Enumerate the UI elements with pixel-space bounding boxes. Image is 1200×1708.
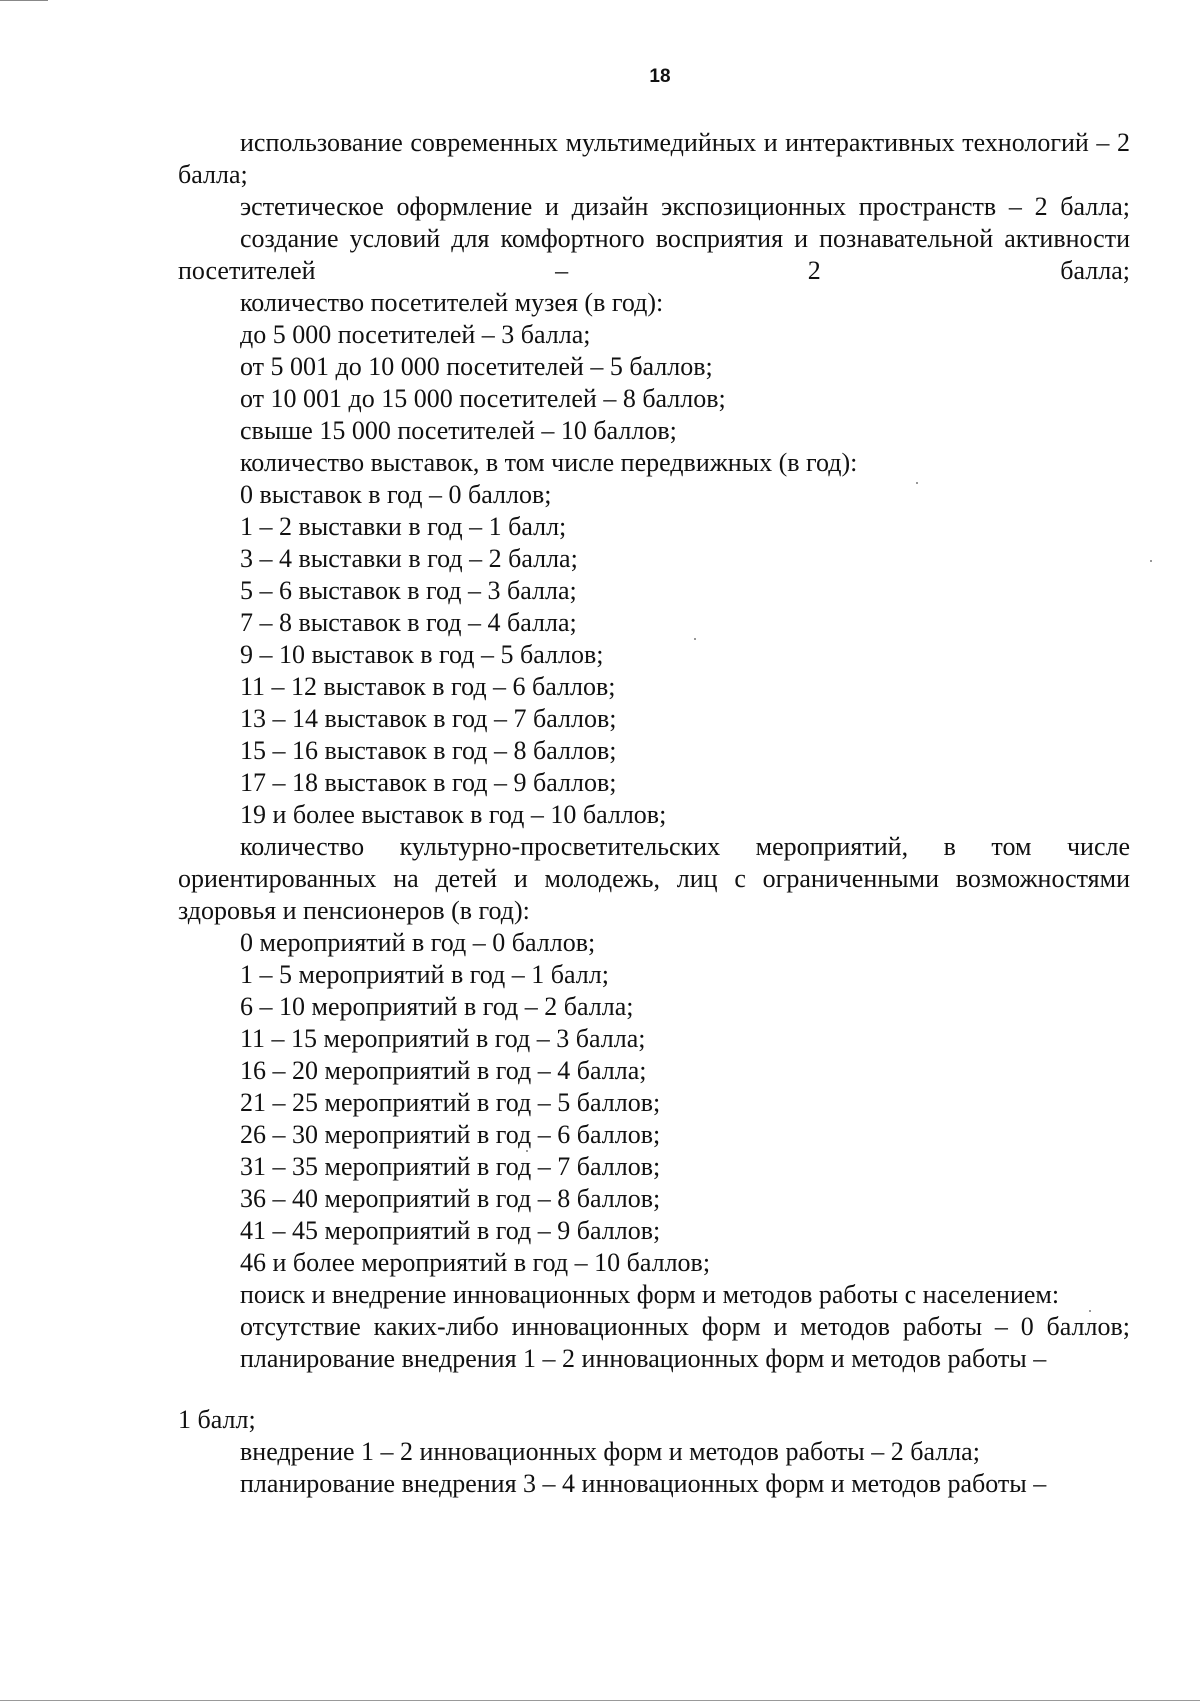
page-number: 18 <box>649 66 671 87</box>
list-item: 41 – 45 мероприятий в год – 9 баллов; <box>240 1216 661 1245</box>
criterion-multimedia: использование современных мультимедийных и интерактивных технологий – 2 балла; <box>178 128 1130 189</box>
list-item: 13 – 14 выставок в год – 7 баллов; <box>240 704 617 733</box>
document-body <box>178 127 1130 1500</box>
list-item: 1 – 5 мероприятий в год – 1 балл; <box>240 960 609 989</box>
list-item-continuation: 1 балл; <box>178 1405 256 1434</box>
heading-visitors: количество посетителей музея (в год): <box>240 288 664 317</box>
scan-edge-mark <box>0 0 48 1</box>
list-item: 0 мероприятий в год – 0 баллов; <box>240 928 596 957</box>
list-item: 0 выставок в год – 0 баллов; <box>240 480 552 509</box>
list-item: 15 – 16 выставок в год – 8 баллов; <box>240 736 617 765</box>
list-item: 19 и более выставок в год – 10 баллов; <box>240 800 667 829</box>
list-item: отсутствие каких-либо инновационных форм и методов работы – 0 баллов; <box>240 1312 1130 1341</box>
scan-speck <box>526 1150 528 1152</box>
list-item: 9 – 10 выставок в год – 5 баллов; <box>240 640 604 669</box>
list-item: 26 – 30 мероприятий в год – 6 баллов; <box>240 1120 661 1149</box>
heading-exhibitions: количество выставок, в том числе передвижных (в год): <box>240 448 858 477</box>
list-item: 17 – 18 выставок в год – 9 баллов; <box>240 768 617 797</box>
scan-speck <box>694 638 696 640</box>
list-item: внедрение 1 – 2 инновационных форм и методов работы – 2 балла; <box>240 1437 980 1466</box>
heading-events: количество культурно-просветительских мероприятий, в том числе ориентированных на детей и молодежь, лиц с ограниченными возможностями здоровья и пенсионеров (в год): <box>178 832 1130 925</box>
scan-speck <box>1089 1310 1091 1312</box>
list-item: 7 – 8 выставок в год – 4 балла; <box>240 608 577 637</box>
list-item: 11 – 12 выставок в год – 6 баллов; <box>240 672 616 701</box>
scan-speck <box>916 482 918 484</box>
list-item: 21 – 25 мероприятий в год – 5 баллов; <box>240 1088 661 1117</box>
criterion-comfort: создание условий для комфортного восприятия и познавательной активности посетителей – 2 балла; <box>178 224 1130 285</box>
list-item: до 5 000 посетителей – 3 балла; <box>240 320 591 349</box>
list-item: 6 – 10 мероприятий в год – 2 балла; <box>240 992 634 1021</box>
list-item: свыше 15 000 посетителей – 10 баллов; <box>240 416 677 445</box>
list-item: 11 – 15 мероприятий в год – 3 балла; <box>240 1024 646 1053</box>
list-item: от 10 001 до 15 000 посетителей – 8 баллов; <box>240 384 726 413</box>
scan-edge-mark <box>0 1700 1200 1701</box>
scan-speck <box>1150 560 1152 562</box>
list-item: планирование внедрения 3 – 4 инновационных форм и методов работы – <box>240 1469 1047 1498</box>
list-item: 46 и более мероприятий в год – 10 баллов; <box>240 1248 711 1277</box>
list-item: 3 – 4 выставки в год – 2 балла; <box>240 544 578 573</box>
list-item: от 5 001 до 10 000 посетителей – 5 баллов; <box>240 352 713 381</box>
list-item: 1 – 2 выставки в год – 1 балл; <box>240 512 567 541</box>
criterion-design: эстетическое оформление и дизайн экспозиционных пространств – 2 балла; <box>240 192 1130 221</box>
list-item: 31 – 35 мероприятий в год – 7 баллов; <box>240 1152 661 1181</box>
list-item: 16 – 20 мероприятий в год – 4 балла; <box>240 1056 647 1085</box>
list-item: планирование внедрения 1 – 2 инновационных форм и методов работы – <box>240 1344 1047 1373</box>
list-item: 36 – 40 мероприятий в год – 8 баллов; <box>240 1184 661 1213</box>
list-item: 5 – 6 выставок в год – 3 балла; <box>240 576 577 605</box>
heading-innovations: поиск и внедрение инновационных форм и методов работы с населением: <box>240 1280 1060 1309</box>
